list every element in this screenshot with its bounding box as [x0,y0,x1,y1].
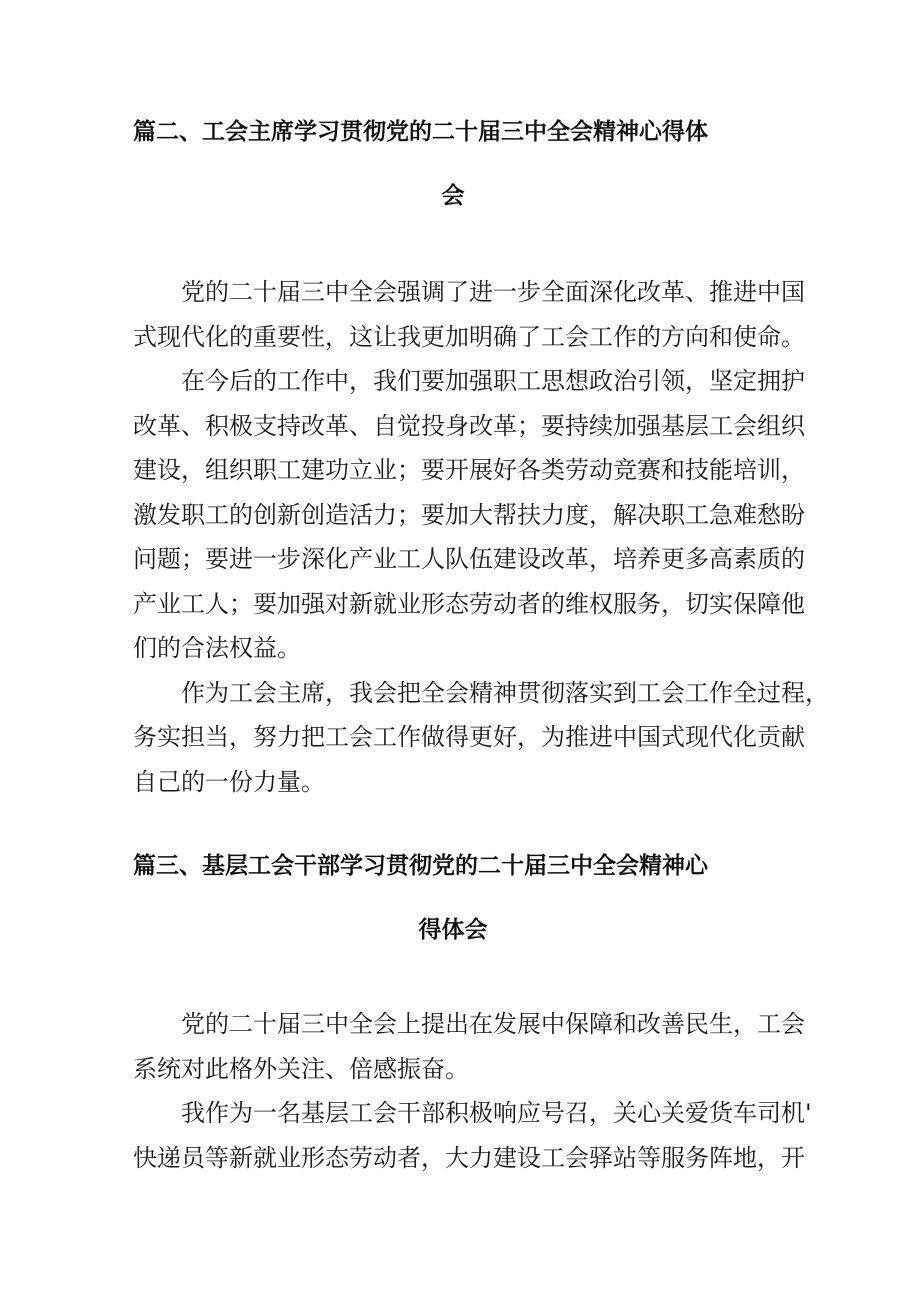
section3-title [133,834,793,962]
text-line: 党的二十届三中全会上提出在发展中保障和改善民生，工会 [181,1010,805,1038]
section2-paragraph-3 [133,671,829,805]
section2-paragraph-1 [133,270,803,359]
section2-paragraph-2 [133,359,803,671]
text-line: 们的合法权益。 [133,634,301,662]
text-line: 务实担当，努力把工会工作做得更好，为推进中国式现代化贡献 [133,723,805,751]
section3-title-line2: 得体会 [418,917,488,943]
text-line: 党的二十届三中全会强调了进一步全面深化改革、推进中国 [181,278,805,306]
text-line: 我作为一名基层工会干部积极响应号召，关心关爱货车司机' [181,1099,812,1127]
section2-body [133,270,829,804]
section3-paragraph-1 [133,1002,803,1091]
text-line: 自己的一份力量。 [133,767,325,796]
text-line: 问题；要进一步深化产业工人队伍建设改革，培养更多高素质的 [133,545,805,573]
text-line: 式现代化的重要性，这让我更加明确了工会工作的方向和使命。 [133,322,805,351]
section2-title [133,100,793,228]
section3-paragraph-2 [133,1091,812,1180]
text-line: 激发职工的创新创造活力；要加大帮扶力度，解决职工急难愁盼 [133,500,805,529]
text-line: 产业工人；要加强对新就业形态劳动者的维权服务，切实保障他 [133,589,805,618]
text-line: 快递员等新就业形态劳动者，大力建设工会驿站等服务阵地，开 [133,1143,805,1172]
section3-body [133,1002,812,1180]
text-line: 作为工会主席，我会把全会精神贯彻落实到工会工作全过程， [181,678,829,707]
section3-title-line1: 篇三、基层工会干部学习贯彻党的二十届三中全会精神心 [133,853,708,879]
text-line: 建设，组织职工建功立业；要开展好各类劳动竞赛和技能培训， [133,456,805,484]
text-line: 系统对此格外关注、倍感振奋。 [133,1054,469,1083]
section2-title-line1: 篇二、工会主席学习贯彻党的二十届三中全会精神心得体 [133,119,708,145]
section2-title-line2: 会 [441,183,465,209]
text-line: 改革、积极支持改革、自觉投身改革；要持续加强基层工会组织 [133,411,805,440]
text-line: 在今后的工作中，我们要加强职工思想政治引领，坚定拥护 [181,367,805,395]
